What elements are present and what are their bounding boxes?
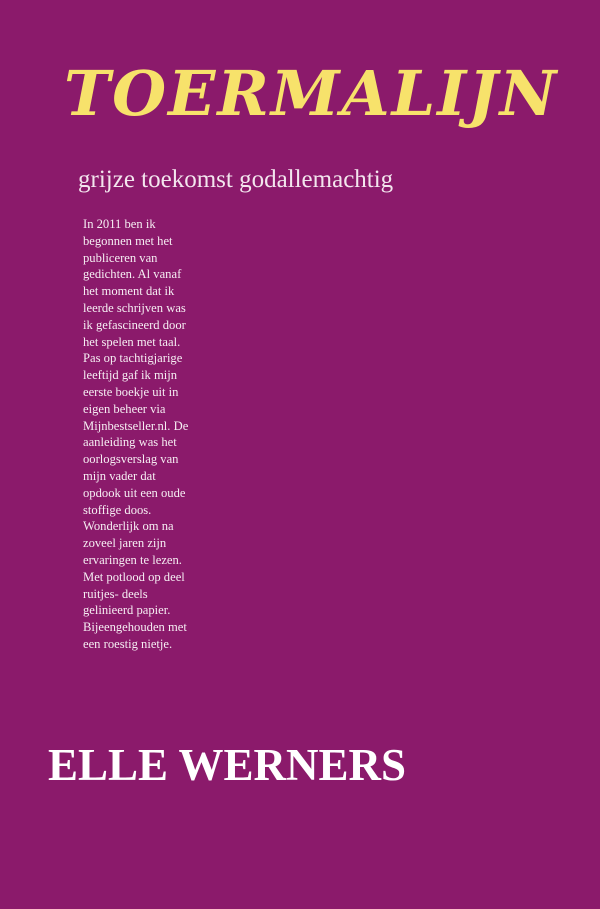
blurb-line: een roestig nietje.	[83, 636, 173, 651]
blurb-line: publiceren van	[83, 250, 158, 265]
book-title: TOERMALIJN	[64, 57, 559, 130]
blurb-line: leerde schrijven was	[83, 300, 186, 315]
blurb-line: het spelen met taal.	[83, 334, 181, 349]
cover-blurb	[83, 216, 211, 653]
blurb-line: Bijeengehouden met	[83, 620, 187, 635]
blurb-line: gedichten. Al vanaf	[83, 267, 182, 282]
blurb-line: aanleiding was het	[83, 435, 177, 450]
author-name: ELLE WERNERS	[48, 740, 407, 790]
blurb-line: Mijnbestseller.nl. De	[83, 418, 189, 433]
blurb-line: het moment dat ik	[83, 284, 175, 299]
blurb-line: eigen beheer via	[83, 401, 166, 416]
blurb-line: mijn vader dat	[83, 468, 156, 483]
blurb-line: opdook uit een oude	[83, 485, 186, 500]
book-subtitle: grijze toekomst godallemachtig	[78, 166, 394, 193]
blurb-line: eerste boekje uit in	[83, 384, 179, 399]
blurb-line: zoveel jaren zijn	[83, 536, 167, 551]
blurb-line: Pas op tachtigjarige	[83, 351, 183, 366]
blurb-line: In 2011 ben ik	[83, 217, 156, 231]
blurb-line: gelinieerd papier.	[83, 603, 171, 618]
blurb-line: leeftijd gaf ik mijn	[83, 368, 178, 383]
blurb-line: begonnen met het	[83, 233, 173, 248]
blurb-line: stoffige doos.	[83, 502, 152, 517]
blurb-line: ervaringen te lezen.	[83, 552, 182, 567]
blurb-line: Wonderlijk om na	[83, 519, 174, 534]
blurb-line: ruitjes- deels	[83, 586, 148, 601]
blurb-line: Met potlood op deel	[83, 569, 185, 584]
blurb-line: ik gefascineerd door	[83, 317, 186, 332]
blurb-line: oorlogsverslag van	[83, 452, 179, 467]
